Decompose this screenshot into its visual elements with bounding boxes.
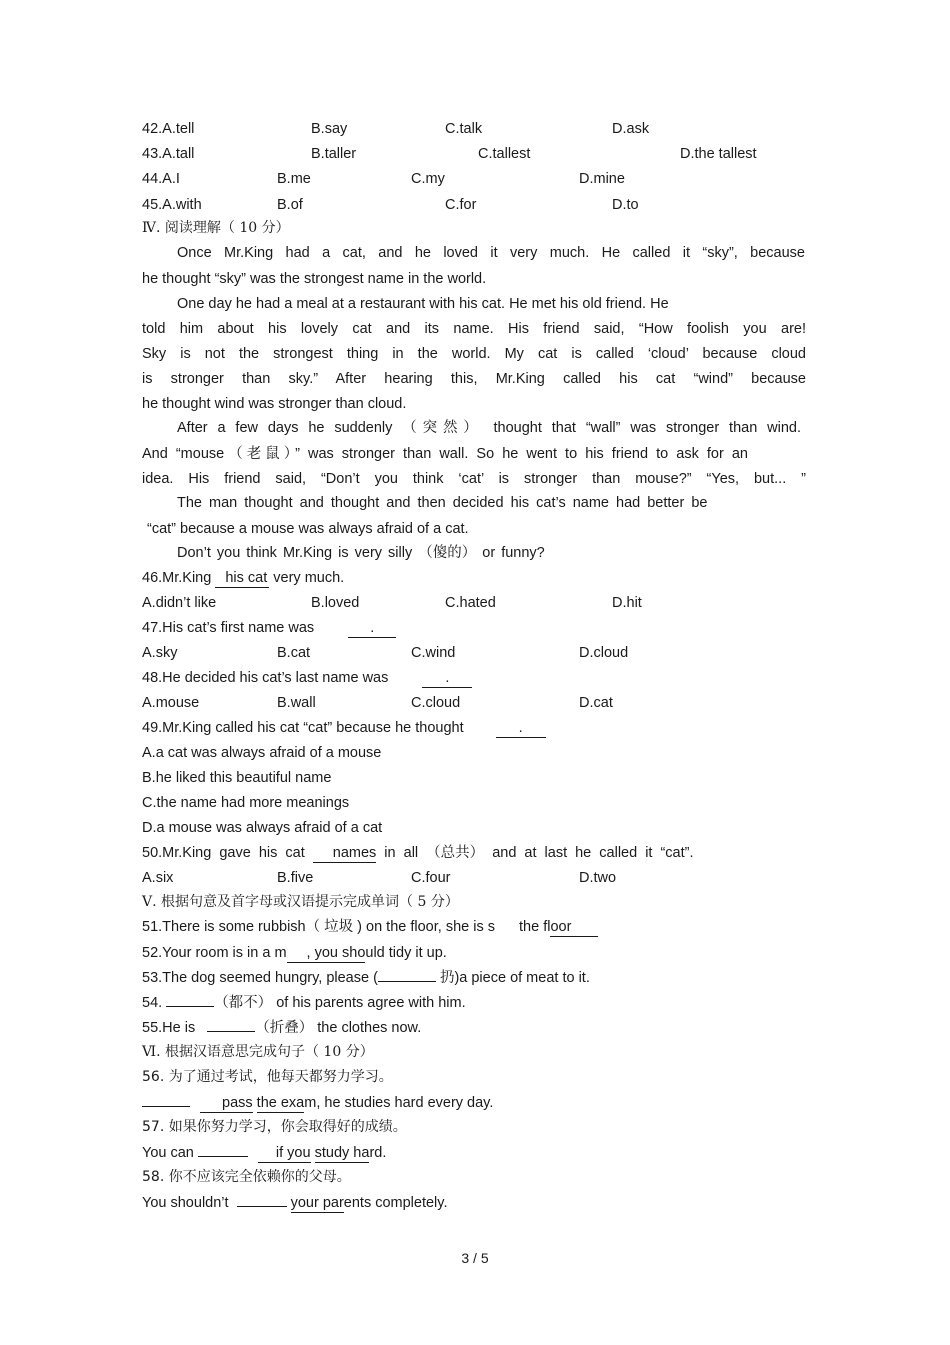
q56-answer-end: m, he studies hard every day. (304, 1095, 494, 1111)
q47-option-c: C.wind (411, 645, 456, 661)
q56-chinese: 56. 为了通过考试，他每天都努力学习。 (142, 1069, 393, 1085)
q55-stem-end: （折叠） the clothes now. (255, 1020, 422, 1036)
q49-option-b: B.he liked this beautiful name (142, 770, 332, 786)
q46-stem-end: very much. (269, 570, 345, 586)
passage-line: Once Mr.King had a cat, and he loved it very much. He called it “sky”, because (177, 245, 805, 261)
q42-row (142, 119, 194, 139)
q54-stem-end: （都不） of his parents agree with him. (214, 995, 466, 1011)
q58-stem: You shouldn’t (142, 1195, 233, 1211)
page-number: 3 / 5 (461, 1250, 489, 1266)
q56-blank-2: pass (200, 1095, 253, 1113)
q48-option-b: B.wall (277, 695, 316, 711)
q46-option-d: D.hit (612, 595, 642, 611)
passage-line: is stronger than sky.” After hearing this, Mr.King called his cat “wind” because (142, 371, 806, 387)
q58-chinese: 58. 你不应该完全依赖你的父母。 (142, 1169, 351, 1185)
q44-option-a: 44.A.I (142, 171, 180, 187)
q53-stem-end: 扔)a piece of meat to it. (435, 970, 590, 986)
q43-row (142, 144, 194, 164)
q44-row (142, 169, 180, 189)
q54-question (142, 993, 466, 1013)
passage-line: And “mouse（老鼠）” was stronger than wall. So he went to his friend to ask for an (142, 446, 748, 462)
q43-option-d: D.the tallest (680, 146, 757, 162)
q46-blank: his cat (215, 570, 269, 588)
q58-answer-line (142, 1193, 447, 1213)
q51-question (142, 917, 598, 937)
q45-row (142, 195, 202, 215)
q55-question (142, 1018, 421, 1038)
q50-option-b: B.five (277, 870, 314, 886)
q51-blank: oor (550, 919, 598, 937)
passage-line: he thought “sky” was the strongest name in the world. (142, 271, 487, 287)
q49-question (142, 718, 546, 738)
q47-stem: 47.His cat’s first name was (142, 620, 319, 636)
section-6-heading: Ⅵ. 根据汉语意思完成句子（ 10 分） (142, 1044, 374, 1060)
q54-stem: 54. (142, 995, 167, 1011)
q45-option-c: C.for (445, 197, 477, 213)
q49-option-d: D.a mouse was always afraid of a cat (142, 820, 383, 836)
q57-answer-line (142, 1143, 386, 1163)
q52-stem-end: uld tidy it up. (365, 945, 447, 961)
q52-stem: 52.Your room is in a m (142, 945, 287, 961)
q56-blank-3: the exa (256, 1095, 305, 1111)
q42-option-b: B.say (311, 121, 348, 137)
q42-option-d: D.ask (612, 121, 650, 137)
q47-option-b: B.cat (277, 645, 311, 661)
q51-stem: 51.There is some rubbish（ 垃圾 ) on the floor, she is s (142, 919, 495, 935)
q45-option-d: D.to (612, 197, 639, 213)
q53-stem: 53.The dog seemed hungry, please ( (142, 970, 378, 986)
q43-option-c: C.tallest (478, 146, 531, 162)
q55-blank (207, 1031, 255, 1032)
q54-blank (166, 1006, 214, 1007)
q57-chinese: 57. 如果你努力学习，你会取得好的成绩。 (142, 1119, 407, 1135)
section-5-heading: Ⅴ. 根据句意及首字母或汉语提示完成单词（ 5 分） (142, 894, 459, 910)
q48-question (142, 668, 472, 688)
q56-answer-line (142, 1093, 493, 1113)
q53-question (142, 968, 590, 988)
q50-option-d: D.two (579, 870, 617, 886)
q46-option-c: C.hated (445, 595, 496, 611)
q44-option-c: C.my (411, 171, 445, 187)
q42-option-a: 42.A.tell (142, 121, 195, 137)
q47-blank: . (348, 620, 396, 638)
q46-option-b: B.loved (311, 595, 360, 611)
q55-stem: 55.He is (142, 1020, 200, 1036)
q57-blank-1 (198, 1156, 248, 1157)
q48-option-a: A.mouse (142, 695, 200, 711)
q50-option-c: C.four (411, 870, 451, 886)
q50-blank: names (313, 845, 377, 863)
q51-stem-mid: the fl (514, 919, 551, 935)
q56-blank-1 (142, 1106, 190, 1107)
q47-option-d: D.cloud (579, 645, 629, 661)
q57-blank-3: study ha (314, 1145, 370, 1161)
q49-stem: 49.Mr.King called his cat “cat” because he thought (142, 720, 468, 736)
passage-line: The man thought and thought and then decided his cat’s name had better be (177, 495, 708, 511)
q53-blank (378, 981, 436, 982)
passage-line: told him about his lovely cat and its name. His friend said, “How foolish you are! (142, 321, 806, 337)
q43-option-a: 43.A.tall (142, 146, 195, 162)
q47-question (142, 618, 396, 638)
q57-blank-2: if you (258, 1145, 311, 1163)
q42-option-c: C.talk (445, 121, 483, 137)
passage-line: One day he had a meal at a restaurant with his cat. He met his old friend. He (177, 296, 669, 312)
q58-answer-end: ents completely. (343, 1195, 448, 1211)
q52-blank: , you sho (287, 945, 366, 963)
q45-option-b: B.of (277, 197, 303, 213)
q49-blank: . (496, 720, 546, 738)
q48-blank: . (422, 670, 472, 688)
q52-question (142, 943, 447, 963)
q48-option-c: C.cloud (411, 695, 461, 711)
q48-stem: 48.He decided his cat’s last name was (142, 670, 393, 686)
q49-option-c: C.the name had more meanings (142, 795, 350, 811)
q46-stem: 46.Mr.King (142, 570, 216, 586)
passage-line: Sky is not the strongest thing in the world. My cat is called ‘cloud’ because cloud (142, 346, 806, 362)
passage-line: Don’t you think Mr.King is very silly （傻的） or funny? (177, 545, 545, 561)
q50-stem-end: in all （总共） and at last he called it “cat”. (376, 845, 694, 861)
q57-stem: You can (142, 1145, 198, 1161)
q57-answer-end: rd. (369, 1145, 387, 1161)
passage-line: idea. His friend said, “Don’t you think ‘cat’ is stronger than mouse?” “Yes, but... ” (142, 471, 806, 487)
q45-option-a: 45.A.with (142, 197, 202, 213)
q48-option-d: D.cat (579, 695, 613, 711)
q46-option-a: A.didn’t like (142, 595, 217, 611)
q46-question (142, 568, 344, 588)
q44-option-d: D.mine (579, 171, 625, 187)
q58-blank-2: your par (290, 1195, 344, 1211)
passage-line: After a few days he suddenly （突然） thought that “wall” was stronger than wind. (177, 420, 801, 436)
q49-option-a: A.a cat was always afraid of a mouse (142, 745, 382, 761)
q50-option-a: A.six (142, 870, 174, 886)
q44-option-b: B.me (277, 171, 311, 187)
q50-stem: 50.Mr.King gave his cat (142, 845, 313, 861)
passage-line: “cat” because a mouse was always afraid of a cat. (147, 521, 469, 537)
q47-option-a: A.sky (142, 645, 178, 661)
q50-question (142, 843, 694, 863)
q58-blank-1 (237, 1206, 287, 1207)
passage-line: he thought wind was stronger than cloud. (142, 396, 407, 412)
section-4-heading: Ⅳ. 阅读理解（ 10 分） (142, 220, 290, 236)
q43-option-b: B.taller (311, 146, 357, 162)
